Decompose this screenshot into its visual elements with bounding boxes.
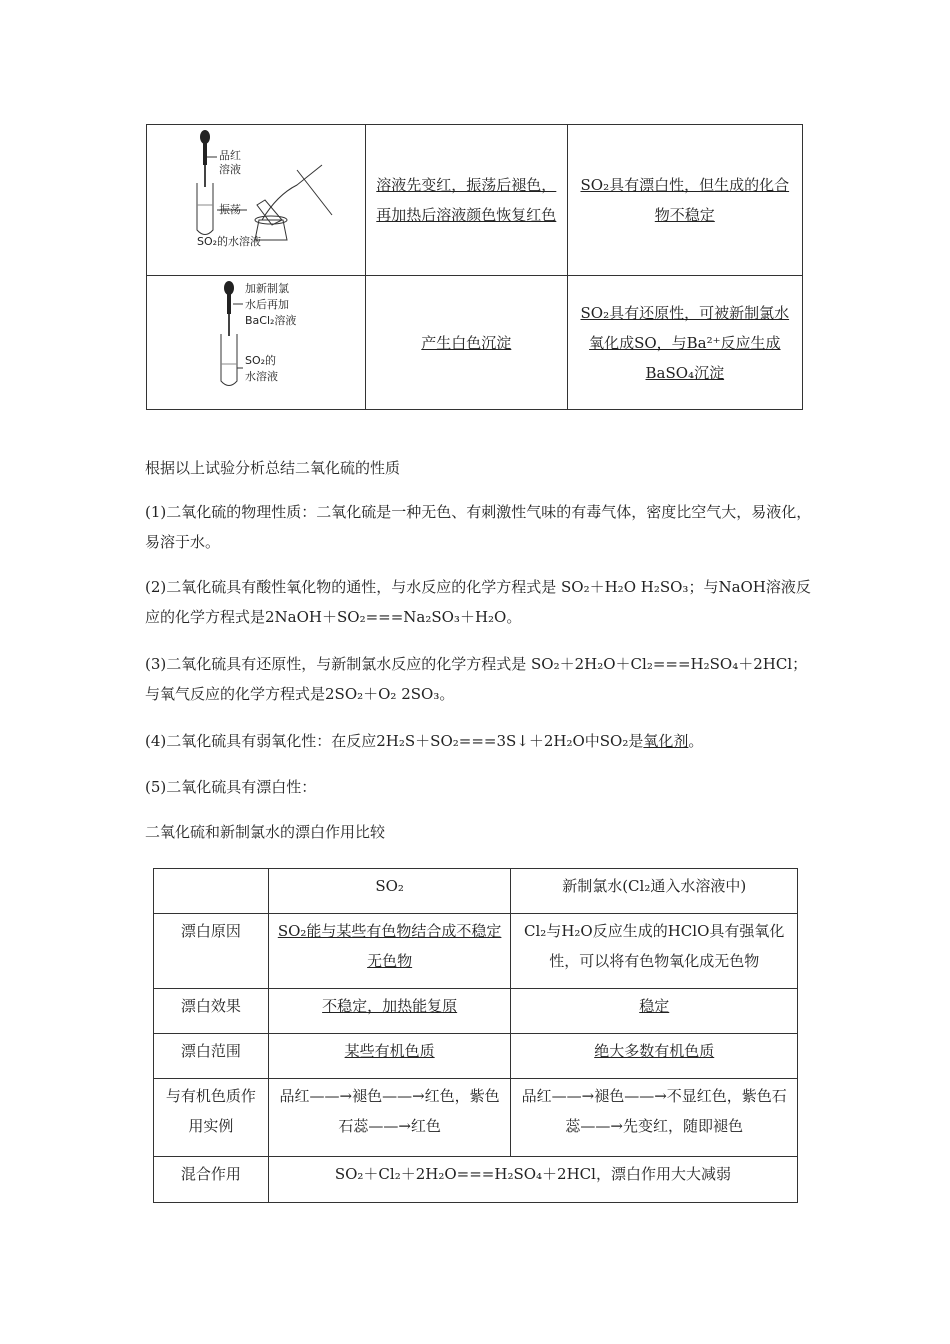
table-row xyxy=(154,1157,798,1203)
fig-label: SO₂的 xyxy=(245,354,277,367)
table-row xyxy=(154,1034,798,1079)
table-row xyxy=(154,1079,798,1157)
table-cell: 某些有机色质 xyxy=(268,1034,511,1079)
table-cell: 稳定 xyxy=(511,989,798,1034)
bleaching-comparison-table xyxy=(153,868,798,1203)
header-cell: SO₂ xyxy=(268,869,511,914)
paragraph-2: (2)二氧化硫具有酸性氧化物的通性，与水反应的化学方程式是 SO₂＋H₂O H₂SO₃；与NaOH溶液反应的化学方程式是2NaOH＋SO₂===Na₂SO₃＋H₂O。 xyxy=(145,578,811,626)
table-row xyxy=(154,869,798,914)
conclusion-cell: SO₂具有漂白性，但生成的化合物不稳定 xyxy=(567,125,802,276)
paragraph-3: (3)二氧化硫具有还原性，与新制氯水反应的化学方程式是 SO₂＋2H₂O＋Cl₂===H₂SO₄＋2HCl；与氧气反应的化学方程式是2SO₂＋O₂ 2SO₃。 xyxy=(145,655,808,703)
table-row xyxy=(154,989,798,1034)
paragraph-1: (1)二氧化硫的物理性质：二氧化硫是一种无色、有刺激性气味的有毒气体，密度比空气大，易液化，易溶于水。 xyxy=(145,503,812,551)
table-cell: Cl₂与H₂O反应生成的HClO具有强氧化性，可以将有色物氧化成无色物 xyxy=(511,914,798,989)
apparatus-figure-1 xyxy=(147,125,366,276)
table-cell: 品红——→褪色——→不显红色，紫色石蕊——→先变红，随即褪色 xyxy=(511,1079,798,1157)
fig-label: 水后再加 xyxy=(245,298,289,311)
paragraph-4: (4)二氧化硫具有弱氧化性：在反应2H₂S＋SO₂===3S↓＋2H₂O中SO₂是氧化剂。 xyxy=(145,732,704,750)
row-label: 漂白效果 xyxy=(154,989,269,1034)
table-row xyxy=(147,276,803,410)
row-label: 漂白范围 xyxy=(154,1034,269,1079)
test-tube-heating-figure xyxy=(147,125,376,275)
fig-label: 品红 xyxy=(219,149,241,162)
row-label: 漂白原因 xyxy=(154,914,269,989)
phenomenon-cell: 产生白色沉淀 xyxy=(366,276,568,410)
apparatus-figure-2 xyxy=(147,276,366,410)
phenomenon-cell: 溶液先变红，振荡后褪色，再加热后溶液颜色恢复红色 xyxy=(366,125,568,276)
table-row xyxy=(147,125,803,276)
header-cell xyxy=(154,869,269,914)
table-cell: 绝大多数有机色质 xyxy=(511,1034,798,1079)
row-label: 混合作用 xyxy=(154,1157,269,1203)
compare-title: 二氧化硫和新制氯水的漂白作用比较 xyxy=(145,823,386,841)
experiment-table xyxy=(146,124,803,410)
table-row xyxy=(154,914,798,989)
row-label: 与有机色质作用实例 xyxy=(154,1079,269,1157)
table-cell: 品红——→褪色——→红色，紫色石蕊——→红色 xyxy=(268,1079,511,1157)
fig-label: 振荡 xyxy=(219,203,241,216)
intro-text: 根据以上试验分析总结二氧化硫的性质 xyxy=(145,459,401,477)
fig-label: SO₂的水溶液 xyxy=(197,235,262,248)
table-cell: SO₂能与某些有色物结合成不稳定无色物 xyxy=(268,914,511,989)
fig-label: 水溶液 xyxy=(245,370,278,383)
table-cell: SO₂＋Cl₂＋2H₂O===H₂SO₄＋2HCl，漂白作用大大减弱 xyxy=(268,1157,797,1203)
conclusion-cell: SO₂具有还原性，可被新制氯水氧化成SO，与Ba²⁺反应生成BaSO₄沉淀 xyxy=(567,276,802,410)
fig-label: BaCl₂溶液 xyxy=(245,314,297,327)
fig-label: 加新制氯 xyxy=(245,282,289,295)
fig-label: 溶液 xyxy=(219,163,241,176)
table-cell: 不稳定，加热能复原 xyxy=(268,989,511,1034)
header-cell: 新制氯水(Cl₂通入水溶液中) xyxy=(511,869,798,914)
paragraph-5: (5)二氧化硫具有漂白性： xyxy=(145,778,317,796)
